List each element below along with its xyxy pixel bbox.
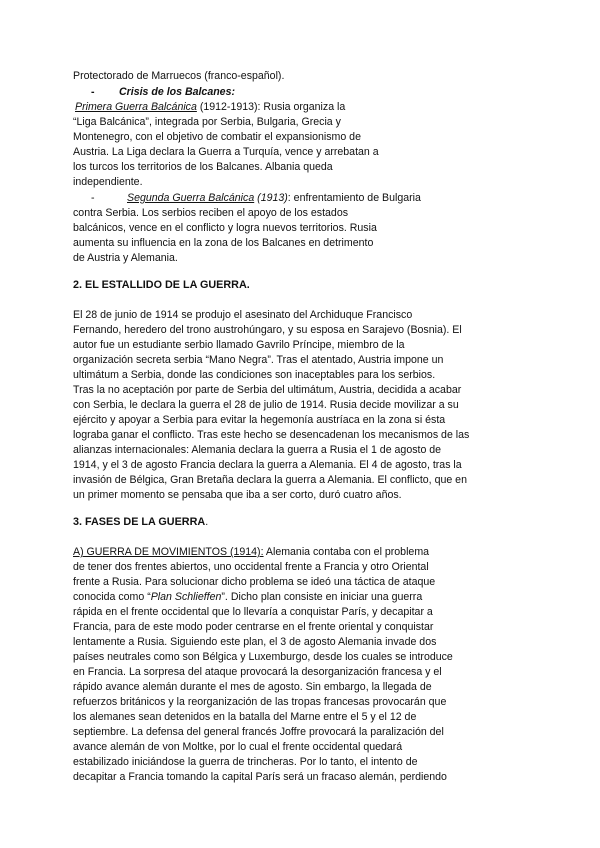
heading-dot: . [205, 516, 209, 528]
paragraph-line: estabilizado iniciándose la guerra de trincheras. Por lo tanto, el intento de [73, 756, 418, 768]
text-span: (1913) [257, 192, 288, 204]
subsection-title: Crisis de los Balcanes: [119, 86, 235, 98]
text-span: ”. Dicho plan consiste en iniciar una guerra [221, 591, 423, 603]
paragraph-line: septiembre. La defensa del general francés Joffre provocará la paralización del [73, 726, 444, 738]
paragraph-line: “Liga Balcánica”, integrada por Serbia, Bulgaria, Grecia y [73, 116, 341, 128]
paragraph-line: autor fue un estudiante serbio llamado Gavrilo Príncipe, miembro de la [73, 339, 405, 351]
text-span: Alemania contaba con el problema [263, 546, 430, 558]
bullet-dash: - [91, 192, 95, 204]
paragraph-line: decapitar a Francia tomando la capital París será un fracaso alemán, perdiendo [73, 771, 447, 783]
paragraph-line: países neutrales como son Bélgica y Luxemburgo, desde los cuales se introduce [73, 651, 453, 663]
section-heading-fases [73, 516, 533, 529]
paragraph-line: contra Serbia. Los serbios reciben el apoyo de los estados [73, 207, 349, 219]
paragraph-line: rápido avance alemán durante el mes de agosto. Sin embargo, la llegada de [73, 681, 432, 693]
paragraph-line: avance alemán de von Moltke, por lo cual el frente occidental quedará [73, 741, 403, 753]
paragraph-line: Montenegro, con el objetivo de combatir el expansionismo de [73, 131, 361, 143]
heading-text: 3. FASES DE LA GUERRA [73, 516, 206, 528]
paragraph-line: los alemanes sean detenidos en la batalla del Marne entre el 5 y el 12 de [73, 711, 417, 723]
bullet-crisis-balcanes [73, 86, 533, 99]
bullet-segunda-guerra [73, 192, 533, 205]
paragraph-line: organización secreta serbia “Mano Negra”. Tras el atentado, Austria impone un [73, 354, 444, 366]
plan-schlieffen: Plan Schlieffen [150, 591, 222, 603]
text-span: : enfrentamiento de Bulgaria [287, 192, 421, 204]
paragraph-line: ultimátum a Serbia, donde las condiciones son inaceptables para los serbios. [73, 369, 436, 381]
paragraph-line: con Serbia, le declara la guerra el 28 de julio de 1914. Rusia decide movilizar a su [73, 399, 459, 411]
section-heading-estallido: 2. EL ESTALLIDO DE LA GUERRA. [73, 279, 250, 291]
paragraph-line: rápida en el frente occidental que lo llevaría a conquistar París, y decapitar a [73, 606, 433, 618]
paragraph-line: Protectorado de Marruecos (franco-español). [73, 70, 285, 82]
paragraph-line: alianzas internacionales: Alemania declara la guerra a Rusia el 1 de agosto de [73, 444, 442, 456]
paragraph-line: El 28 de junio de 1914 se produjo el asesinato del Archiduque Francisco [73, 309, 413, 321]
paragraph-line [73, 101, 533, 114]
paragraph-line: de Austria y Alemania. [73, 252, 178, 264]
guerra-movimientos-label: A) GUERRA DE MOVIMIENTOS (1914): [73, 546, 264, 558]
segunda-guerra-link[interactable]: Segunda Guerra Balcánica [127, 192, 255, 204]
paragraph-line: ejército y apoyar a Serbia para evitar la hegemonía austríaca en la zona si ésta [73, 414, 446, 426]
paragraph-line: frente a Rusia. Para solucionar dicho problema se ideó una táctica de ataque [73, 576, 436, 588]
paragraph-line [73, 546, 543, 559]
paragraph-line: Austria. La Liga declara la Guerra a Turquía, vence y arrebatan a [73, 146, 379, 158]
paragraph-line: 1914, y el 3 de agosto Francia declara la guerra a Alemania. El 4 de agosto, tras la [73, 459, 462, 471]
paragraph-line: Tras la no aceptación por parte de Serbia del ultimátum, Austria, decidida a acabar [73, 384, 462, 396]
paragraph-line: balcánicos, vence en el conflicto y logra nuevos territorios. Rusia [73, 222, 377, 234]
text-span: conocida como “ [73, 591, 151, 603]
paragraph-line: lograba ganar el conflicto. Tras este hecho se desencadenan los mecanismos de las [73, 429, 470, 441]
paragraph-line: refuerzos británicos y la reorganización de las tropas francesas provocarán que [73, 696, 447, 708]
paragraph-line: Francia, para de este modo poder centrarse en el frente oriental y conquistar [73, 621, 434, 633]
bullet-dash: - [91, 86, 95, 98]
paragraph-line: de tener dos frentes abiertos, uno occidental frente a Francia y otro Oriental [73, 561, 429, 573]
primera-guerra-link[interactable]: Primera Guerra Balcánica [75, 101, 197, 113]
paragraph-line: aumenta su influencia en la zona de los Balcanes en detrimento [73, 237, 374, 249]
paragraph-line: invasión de Bélgica, Gran Bretaña declara la guerra a Alemania. El conflicto, que en [73, 474, 467, 486]
paragraph-line: Fernando, heredero del trono austrohúngaro, y su esposa en Sarajevo (Bosnia). El [73, 324, 462, 336]
paragraph-line: en Francia. La sorpresa del ataque provocará la desorganización francesa y el [73, 666, 442, 678]
paragraph-line: independiente. [73, 176, 143, 188]
paragraph-line: un primer momento se pensaba que iba a ser corto, duró cuatro años. [73, 489, 402, 501]
paragraph-line: los turcos los territorios de los Balcanes. Albania queda [73, 161, 333, 173]
paragraph-line [73, 591, 543, 604]
text-span: (1912-1913): Rusia organiza la [199, 101, 346, 113]
paragraph-line: lentamente a Rusia. Siguiendo este plan, el 3 de agosto Alemania invade dos [73, 636, 437, 648]
